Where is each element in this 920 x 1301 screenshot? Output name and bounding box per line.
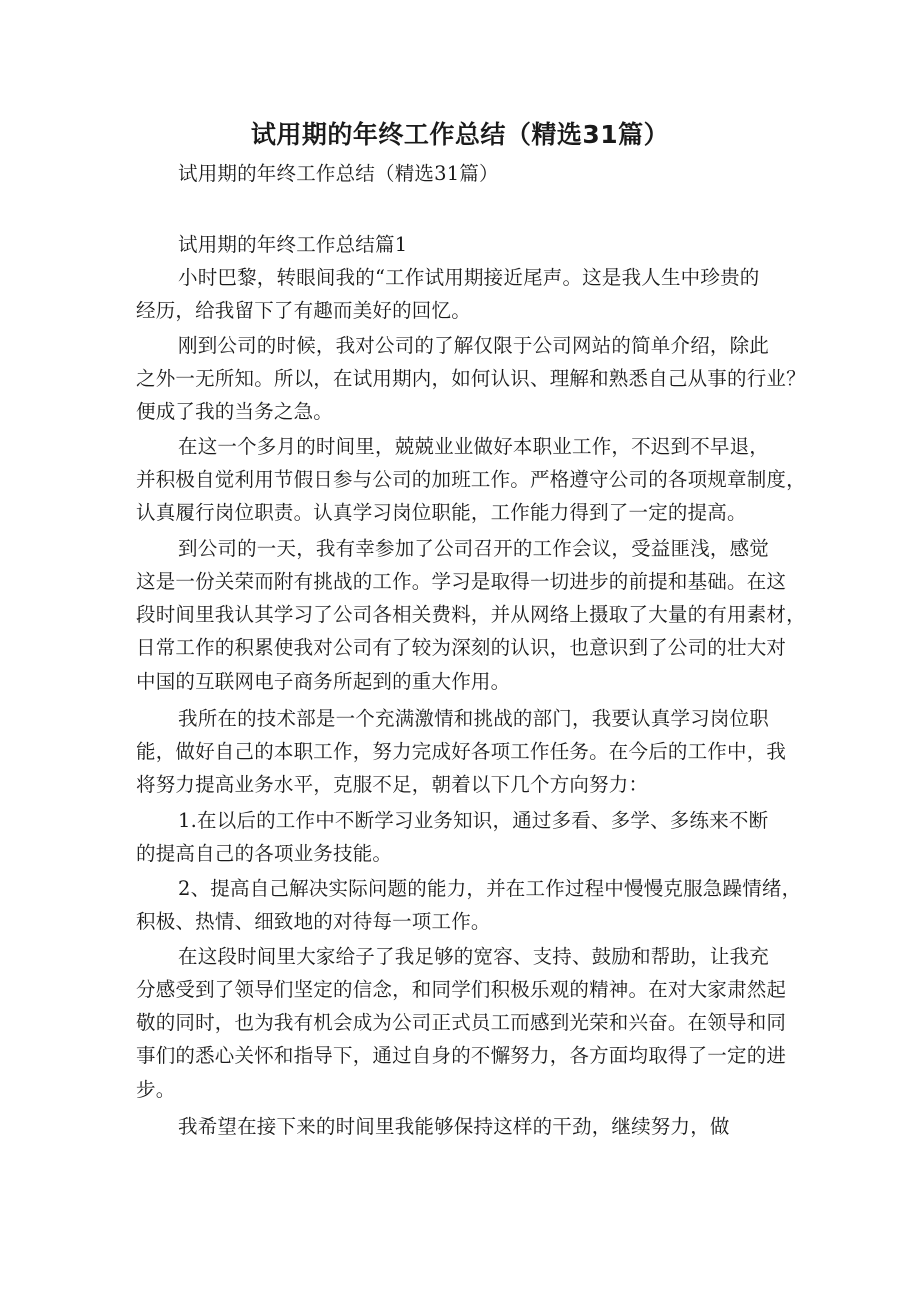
paragraph-line: 并积极自觉利用节假日参与公司的加班工作。严格遵守公司的各项规章制度， — [136, 468, 806, 491]
paragraph-line: 中国的互联网电子商务所起到的重大作用。 — [136, 670, 511, 693]
section-heading: 试用期的年终工作总结篇1 — [178, 233, 408, 256]
paragraph-line: 分感受到了领导们坚定的信念，和同学们积极乐观的精神。在对大家肃然起 — [136, 978, 787, 1001]
list-item-line: 1.在以后的工作中不断学习业务知识，通过多看、多学、多练来不断 — [178, 809, 769, 832]
paragraph-line: 我所在的技术部是一个充满激情和挑战的部门，我要认真学习岗位职 — [178, 707, 770, 730]
paragraph-line: 在这一个多月的时间里，兢兢业业做好本职业工作，不迟到不早退， — [178, 435, 770, 458]
document-subtitle: 试用期的年终工作总结（精选31篇） — [178, 162, 499, 185]
paragraph-line: 刚到公司的时候，我对公司的了解仅限于公司网站的简单介绍，除此 — [178, 334, 770, 357]
paragraph-line: 步。 — [136, 1078, 176, 1101]
paragraph-line: 到公司的一天，我有幸参加了公司召开的工作会议，受益匪浅，感觉 — [178, 537, 770, 560]
paragraph-line: 认真履行岗位职责。认真学习岗位职能，工作能力得到了一定的提高。 — [136, 501, 747, 524]
paragraph-line: 这是一份关荣而附有挑战的工作。学习是取得一切进步的前提和基础。在这 — [136, 570, 787, 593]
list-item-line: 2、提高自己解决实际问题的能力，并在工作过程中慢慢克服急躁情绪， — [178, 877, 802, 900]
paragraph-line: 将努力提高业务水平，克服不足，朝着以下几个方向努力： — [136, 773, 649, 796]
paragraph-line: 我希望在接下来的时间里我能够保持这样的干劲，继续努力，做 — [178, 1115, 730, 1138]
paragraph-line: 段时间里我认其学习了公司各相关费料，并从网络上摄取了大量的有用素材， — [136, 603, 806, 626]
paragraph-line: 敬的同时，也为我有机会成为公司正式员工而感到光荣和兴奋。在领导和同 — [136, 1011, 787, 1034]
paragraph-line: 事们的悉心关怀和指导下，通过自身的不懈努力，各方面均取得了一定的进 — [136, 1044, 787, 1067]
paragraph-line: 经历，给我留下了有趣而美好的回忆。 — [136, 299, 471, 322]
paragraph-line: 小时巴黎，转眼间我的“工作试用期接近尾声。这是我人生中珍贵的 — [178, 266, 760, 289]
paragraph-line: 之外一无所知。所以，在试用期内，如何认识、理解和熟悉自己从事的行业？ — [136, 367, 806, 390]
list-item-line: 积极、热情、细致地的对待每一项工作。 — [136, 910, 491, 933]
paragraph-line: 在这段时间里大家给子了我足够的宽容、支持、鼓励和帮助，让我充 — [178, 945, 770, 968]
document-title: 试用期的年终工作总结（精选31篇） — [250, 120, 670, 149]
paragraph-line: 能，做好自己的本职工作，努力完成好各项工作任务。在今后的工作中，我 — [136, 740, 787, 763]
list-item-line: 的提高自己的各项业务技能。 — [136, 842, 393, 865]
paragraph-line: 日常工作的积累使我对公司有了较为深刻的认识，也意识到了公司的壮大对 — [136, 636, 787, 659]
paragraph-line: 便成了我的当务之急。 — [136, 400, 334, 423]
